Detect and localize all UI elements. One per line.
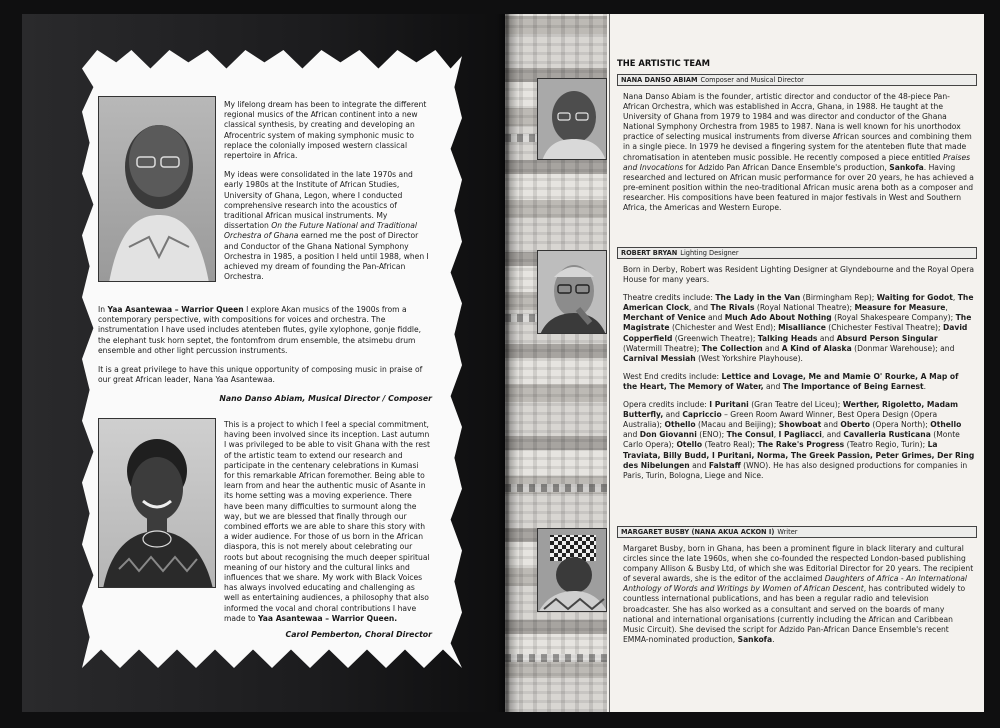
paragraph-ideas: My ideas were consolidated in the late 1970s and early 1980s at the Institute of African Studies, University of Ghana, Legon, where I conducted comprehensive research into the acoustics of traditional African musical instruments. My dissertation On the Future National and Traditional Orchestra of Ghana earned me the post of Director and Conductor of the Ghana National Symphony Orchestra in 1985, a position I held until 1988, when I achieved my dream of founding the Pan-African Orchestra. xyxy=(224,170,429,282)
bryan-opera-credits: Opera credits include: I Puritani (Gran Teatre del Liceu); Werther, Rigoletto, Madam Butterfly, and Capriccio – Green Room Award Winner, Best Opera Design (Opera Australia); Othello (Macau and Beijing); Showboat and Oberto (Opera North); Othello and Don Giovanni (ENO); The Consul, I Pagliacci, and Cavalleria Rusticana (Monte Carlo Opera); Otello (Teatro Real); The Rake's Progress (Teatro Regio, Turin); La Traviata, Billy Budd, I Puritani, Norma, The Greek Passion, Peter Grimes, Der Ring des Nibelungen and Falstaff (WNO). He has also designed productions for companies in Paris, Turin, Bologna, Liege and Nice. xyxy=(623,400,975,480)
portrait-nana-danso-abiam xyxy=(98,96,216,282)
bryan-theatre-credits: Theatre credits include: The Lady in the Van (Birmingham Rep); Waiting for Godot, The American Clock, and The Rivals (Royal National Theatre); Measure for Measure, Merchant of Venice and Much Ado About Nothing (Royal Shakespeare Company); The Magistrate (Chichester and West End); Misalliance (Chichester Festival Theatre); David Copperfield (Greenwich Theatre); Talking Heads and Absurd Person Singular (Watermill Theatre); The Collection and A Kind of Alaska (Donmar Warehouse); and Carnival Messiah (West Yorkshire Playhouse). xyxy=(623,293,974,363)
choral-text-block xyxy=(224,420,430,633)
choral-signature-block xyxy=(98,630,432,649)
right-page xyxy=(505,14,984,712)
bryan-intro: Born in Derby, Robert was Resident Lighting Designer at Glyndebourne and the Royal Opera House for many years. xyxy=(623,265,974,285)
signature-composer: Nano Danso Abiam, Musical Director / Composer xyxy=(219,394,432,404)
bio-busby: Margaret Busby, born in Ghana, has been a prominent figure in black literary and cultural circles since the late 1960s, when she co-founded the respected London-based publishing company Allison & Busby Ltd, of which she was Editorial Director for 20 years. The recipient of several awards, she is the editor of the acclaimed Daughters of Africa - An International Anthology of Words and Writings by Women of African Descent, has contributed widely to countless international publications, and has been a regular radio and television broadcaster. She has also worked as a consultant and served on the boards of many national and international organisations (currently including the African and Caribbean Music Circuit). She devised the script for Adzido Pan-African Dance Ensemble's recent EMMA-nominated production, Sankofa. xyxy=(623,544,974,644)
kente-band xyxy=(505,484,607,492)
member-header-bryan: ROBERT BRYAN Lighting Designer xyxy=(617,247,977,259)
signature-choral-director: Carol Pemberton, Choral Director xyxy=(285,630,432,639)
brochure-spread xyxy=(22,14,984,712)
member-header-abiam: NANA DANSO ABIAM Composer and Musical Director xyxy=(617,74,977,86)
vertical-rule xyxy=(609,14,610,712)
kente-band xyxy=(505,654,607,662)
left-page xyxy=(22,14,505,712)
paragraph-instrumentation: In Yaa Asantewaa – Warrior Queen I explore Akan musics of the 1900s from a contemporary perspective, with compositions for voices and orchestra. The instrumentation I have used includes atenteben flutes, gyile xylophone, gonje fiddle, the elephant tusk horn septet, the fontomfrom drum ensemble, the atsimebu drum ensemble and other light percussion instruments. xyxy=(98,305,422,355)
composer-text-block xyxy=(98,305,432,414)
member-header-busby: MARGARET BUSBY (NANA AKUA ACKON I) Writer xyxy=(617,526,977,538)
bio-abiam: Nana Danso Abiam is the founder, artistic director and conductor of the 48-piece Pan-African Orchestra, which was established in Accra, Ghana, in 1988. He taught at the University of Ghana from 1979 to 1984 and was director and conductor of the Ghana National Symphony Orchestra from 1985 to 1987. Nana is well known for his unorthodox practice of selecting musical instruments from diverse African sources and combining them in a single piece. In 1979 he devised a fingering system for the atenteben flute that made chromatisation in atenteben music possible. He recently composed a piece entitled Praises and Invocations for Adzido Pan African Dance Ensemble's production, Sankofa. Having researched and lectured on African music performance for over 20 years, he has achieved a pre-eminent position within the neo-traditional African music arena both as a composer and researcher. His compositions have been featured in major festivals in West and Southern Africa, the Americas and Western Europe. xyxy=(623,92,974,213)
paragraph-commitment: This is a project to which I feel a special commitment, having been involved since its inception. Last autumn I was privileged to be able to visit Ghana with the rest of the artistic team to extend our research and participate in the centenary celebrations in Kumasi for this remarkable African foremother. Being able to learn from and hear the authentic music of Asante in its home setting was a moving experience. There have been many difficulties to surmount along the way, but we are blessed that finally through our combined efforts we are able to share this story with a wider audience. For those of us born in the African diaspora, this is not merely about celebrating our roots but about recognising the much deeper spiritual meaning of our history and the cultural links and influences that we share. My work with Black Voices has always involved educating and challenging as well as entertaining audiences, a philosophy that also informed the vocal and choral contributions I have made to Yaa Asantewaa – Warrior Queen. xyxy=(224,420,430,623)
thumb-margaret-busby xyxy=(537,528,607,612)
intro-text-block xyxy=(224,100,430,291)
bryan-west-end-credits: West End credits include: Lettice and Lovage, Me and Mamie O' Rourke, A Map of the Heart, The Memory of Water, and The Importance of Being Earnest. xyxy=(623,371,959,391)
paragraph-dream: My lifelong dream has been to integrate the different regional musics of the African continent into a new classical synthesis, by creating and developing an Afrocentric system of making symphonic music to replace the colonially imposed western classical repertoire in Africa. xyxy=(224,100,427,161)
thumb-nana-danso-abiam xyxy=(537,78,607,160)
section-title: THE ARTISTIC TEAM xyxy=(617,58,710,68)
bio-bryan xyxy=(623,265,975,489)
portrait-carol-pemberton xyxy=(98,418,216,588)
thumb-robert-bryan xyxy=(537,250,607,334)
paragraph-privilege: It is a great privilege to have this unique opportunity of composing music in praise of our great African leader, Nana Yaa Asantewaa. xyxy=(98,365,423,385)
